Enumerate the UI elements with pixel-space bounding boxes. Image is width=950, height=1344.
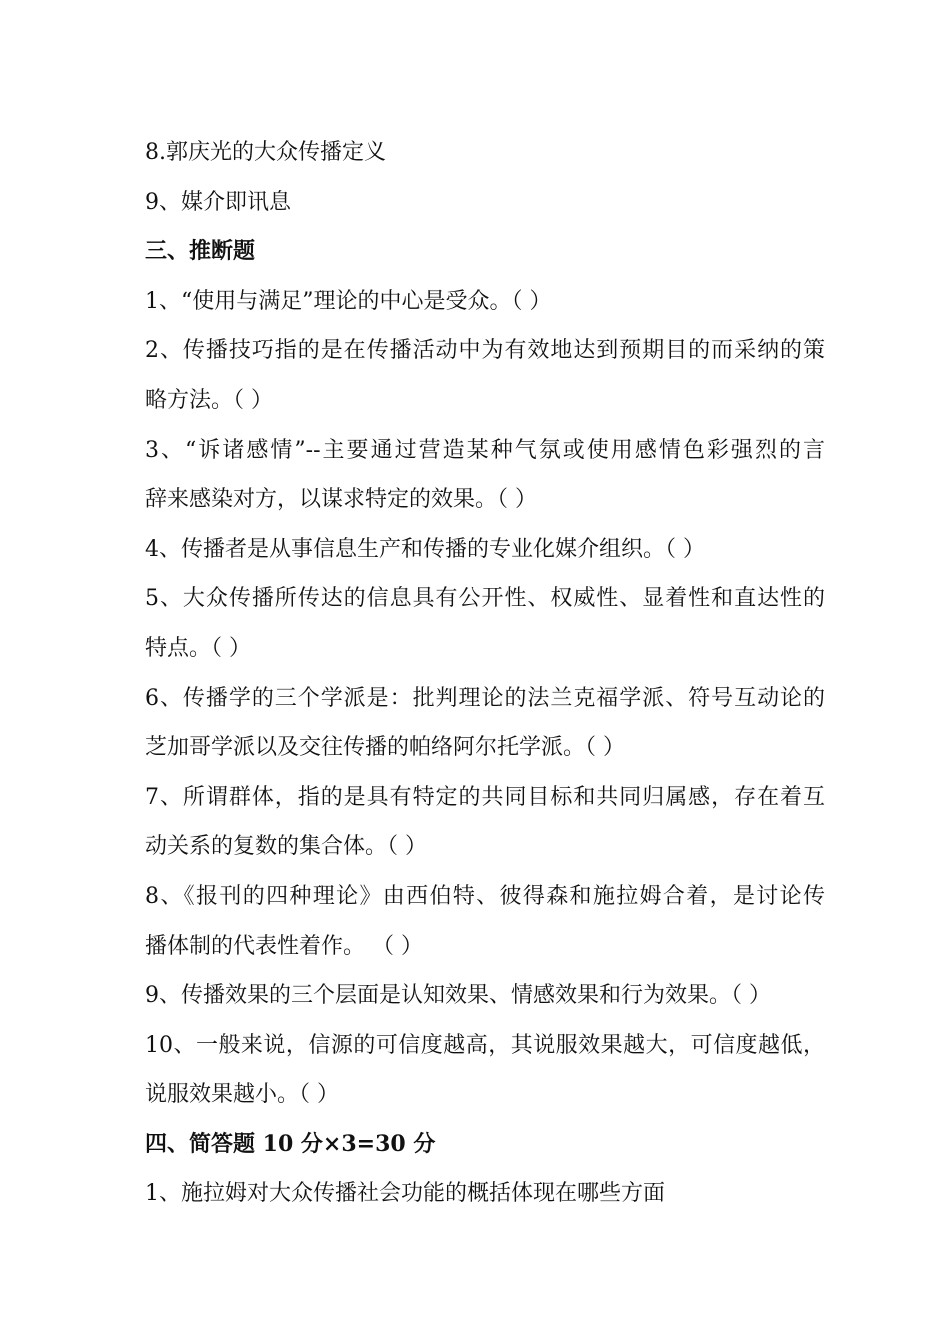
judgment-question-line: 2、传播技巧指的是在传播活动中为有效地达到预期目的而采纳的策 xyxy=(145,338,825,364)
section-heading-judgment: 三、推断题 xyxy=(145,238,256,265)
judgment-question-line: 10、一般来说，信源的可信度越高，其说服效果越大，可信度越低， xyxy=(145,1032,825,1058)
definition-item-8: 8.郭庆光的大众传播定义 xyxy=(145,140,386,165)
judgment-question-line: 动关系的复数的集合体。（ ） xyxy=(145,834,427,860)
judgment-question-line: 3、“诉诸感情”--主要通过营造某种气氛或使用感情色彩强烈的言 xyxy=(145,437,825,463)
judgment-question-list xyxy=(145,277,825,1120)
judgment-question-line: 8、《报刊的四种理论》由西伯特、彼得森和施拉姆合着，是讨论传 xyxy=(145,883,825,909)
definition-item-9: 9、媒介即讯息 xyxy=(145,189,291,215)
judgment-question-line: 略方法。（ ） xyxy=(145,387,273,413)
document-page xyxy=(145,128,825,1219)
judgment-question-line: 5、大众传播所传达的信息具有公开性、权威性、显着性和直达性的 xyxy=(145,586,825,612)
judgment-question-line: 7、所谓群体，指的是具有特定的共同目标和共同归属感，存在着互 xyxy=(145,784,825,810)
short-answer-item-1: 1、施拉姆对大众传播社会功能的概括体现在哪些方面 xyxy=(145,1181,665,1207)
judgment-question-line: 辞来感染对方，以谋求特定的效果。（ ） xyxy=(145,487,537,513)
judgment-question-line: 9、传播效果的三个层面是认知效果、情感效果和行为效果。（ ） xyxy=(145,983,771,1009)
section-heading-short-answer: 四、简答题 10 分×3=30 分 xyxy=(145,1130,436,1157)
judgment-question-line: 特点。（ ） xyxy=(145,635,251,661)
judgment-question-line: 6、传播学的三个学派是：批判理论的法兰克福学派、符号互动论的 xyxy=(145,685,825,711)
judgment-question-line: 1、“使用与满足”理论的中心是受众。（ ） xyxy=(145,288,552,314)
judgment-question-line: 芝加哥学派以及交往传播的帕络阿尔托学派。（ ） xyxy=(145,735,625,761)
judgment-question-line: 说服效果越小。（ ） xyxy=(145,1082,339,1108)
judgment-question-line: 播体制的代表性着作。 （ ） xyxy=(145,933,423,959)
judgment-question-line: 4、传播者是从事信息生产和传播的专业化媒介组织。（ ） xyxy=(145,536,705,562)
